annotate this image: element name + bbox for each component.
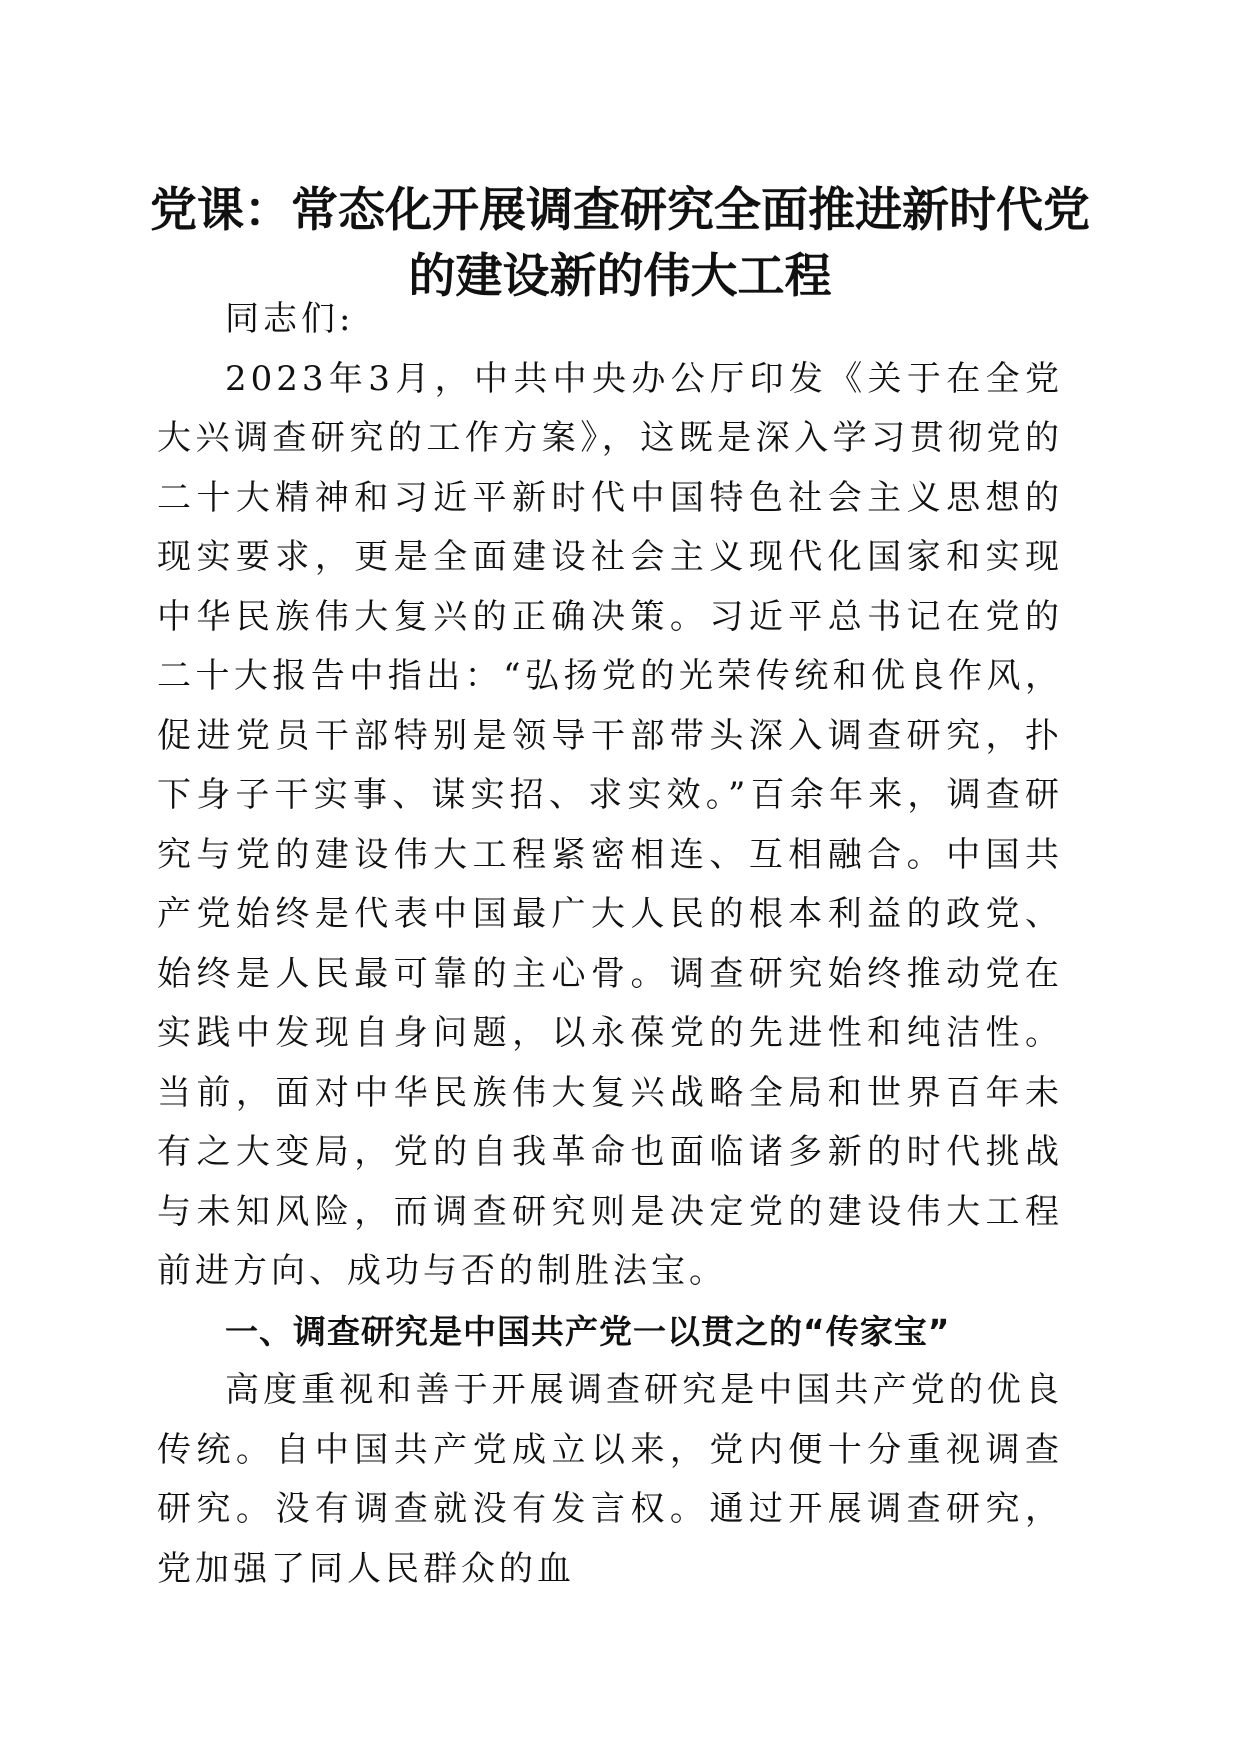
section-paragraph: 高度重视和善于开展调查研究是中国共产党的优良传统。自中国共产党成立以来，党内便十分重视调查研究。没有调查就没有发言权。通过开展调查研究，党加强了同人民群众的血 (157, 1370, 1063, 1589)
salutation: 同志们: (225, 299, 355, 339)
document-body (157, 290, 1063, 1599)
section-heading: 一、调查研究是中国共产党一以贯之的“传家宝” (225, 1311, 951, 1351)
intro-paragraph: 2023年3月，中共中央办公厅印发《关于在全党大兴调查研究的工作方案》，这既是深入学习贯彻党的二十大精神和习近平新时代中国特色社会主义思想的现实要求，更是全面建设社会主义现代化国家和实现中华民族伟大复兴的正确决策。习近平总书记在党的二十大报告中指出：“弘扬党的光荣传统和优良作风，促进党员干部特别是领导干部带头深入调查研究，扑下身子干实事、谋实招、求实效。”百余年来，调查研究与党的建设伟大工程紧密相连、互相融合。中国共产党始终是代表中国最广大人民的根本利益的政党、始终是人民最可靠的主心骨。调查研究始终推动党在实践中发现自身问题，以永葆党的先进性和纯洁性。当前，面对中华民族伟大复兴战略全局和世界百年未有之大变局，党的自我革命也面临诸多新的时代挑战与未知风险，而调查研究则是决定党的建设伟大工程前进方向、成功与否的制胜法宝。 (157, 358, 1063, 1291)
document-title: 党课：常态化开展调查研究全面推进新时代党 的建设新的伟大工程 (150, 183, 1090, 304)
